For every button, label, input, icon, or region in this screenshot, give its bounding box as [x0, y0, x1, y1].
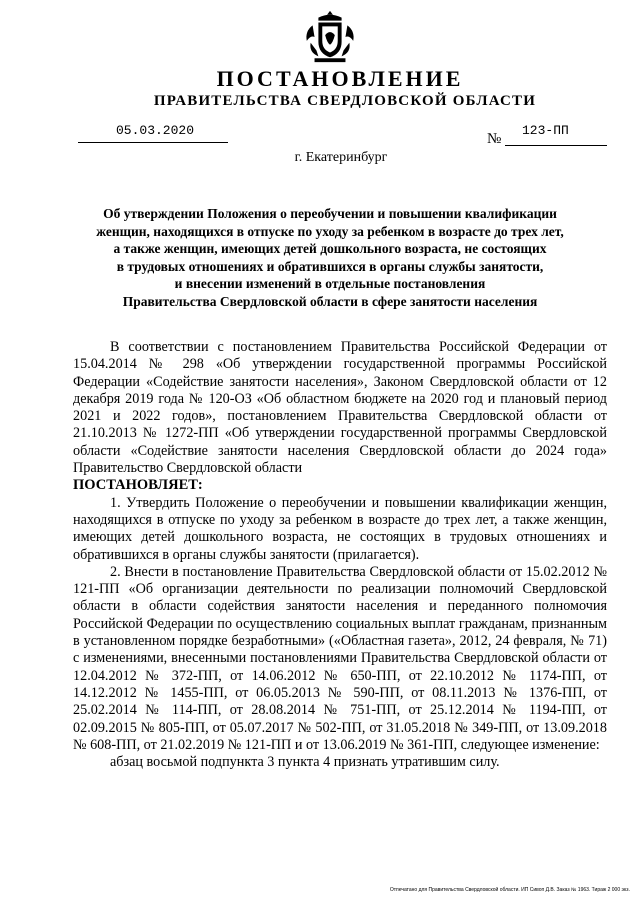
number-underline [505, 145, 607, 146]
title-line: и внесении изменений в отдельные постановления [174, 276, 486, 291]
title-line: Правительства Свердловской области в сфере занятости населения [122, 293, 538, 309]
title-line: в трудовых отношениях и обратившихся в органы службы занятости, [116, 258, 544, 274]
coat-of-arms-icon [301, 8, 359, 66]
title-line: женщин, находящихся в отпуске по уходу за ребенком в возрасте до трех лет, [96, 223, 564, 239]
title-line: Об утверждении Положения о переобучении и повышении квалификации [103, 206, 557, 221]
document-title [70, 205, 590, 310]
issuer: ПРАВИТЕЛЬСТВА СВЕРДЛОВСКОЙ ОБЛАСТИ [153, 93, 537, 109]
document-date: 05.03.2020 [116, 123, 195, 138]
number-sign: № [487, 131, 502, 147]
city: г. Екатеринбург [294, 150, 388, 165]
preamble-paragraph: В соответствии с постановлением Правительства Российской Федерации от 15.04.2014 № 298 «Об утверждении государственной программы Российской Федерации «Содействие занятости населения», Законом Свердловской области от 12 декабря 2019 года № 120-ОЗ «Об областном бюджете на 2020 год и плановый период 2021 и 2022 годов», постановлением Правительства Свердловской области от 21.10.2013 № 1272-ПП «Об утверждении государственной программы Свердловской области «Содействие занятости населения Свердловской области до 2024 года» Правительство Свердловской области [73, 339, 607, 477]
item-2-subparagraph: абзац восьмой подпункта 3 пункта 4 признать утратившим силу. [110, 754, 500, 771]
decree-word: ПОСТАНОВЛЯЕТ: [73, 477, 203, 494]
document-type: ПОСТАНОВЛЕНИЕ [216, 66, 464, 91]
item-2-paragraph: 2. Внести в постановление Правительства Свердловской области от 15.02.2012 № 121-ПП «Об организации деятельности по реализации полномочий Свердловской области в области содействия занятости населения и переданного полномочия Российской Федерации по осуществлению социальных выплат гражданам, признанным в установленном порядке безработными» («Областная газета», 2012, 24 февраля, № 71) с изменениями, внесенными постановлениями Правительства Свердловской области от 12.04.2012 № 372-ПП, от 14.06.2012 № 650-ПП, от 22.10.2012 № 1174-ПП, от 14.12.2012 № 1455-ПП, от 06.05.2013 № 590-ПП, от 08.11.2013 № 1376-ПП, от 25.02.2014 № 114-ПП, от 28.08.2014 № 751-ПП, от 25.12.2014 № 1194-ПП, от 02.09.2015 № 805-ПП, от 05.07.2017 № 502-ПП, от 31.05.2018 № 349-ПП, от 13.09.2018 № 608-ПП, от 21.02.2019 № 121-ПП и от 13.06.2019 № 361-ПП, следующее изменение: [73, 563, 607, 753]
item-1-paragraph: 1. Утвердить Положение о переобучении и повышении квалификации женщин, находящихся в отпуске по уходу за ребенком в возрасте до трех лет, а также женщин, имеющих детей дошкольного возраста, не состоящих в трудовых отношениях и обратившихся в органы службы занятости (прилагается). [73, 494, 607, 563]
date-underline [78, 142, 228, 143]
print-footer: Отпечатано для Правительства Свердловской области. ИП Сивоп Д.В. Заказ № 1963. Тираж 2 000 экз. [389, 887, 630, 893]
title-line: а также женщин, имеющих детей дошкольного возраста, не состоящих [113, 241, 547, 256]
document-number: 123-ПП [522, 123, 569, 138]
document-body [73, 339, 607, 771]
